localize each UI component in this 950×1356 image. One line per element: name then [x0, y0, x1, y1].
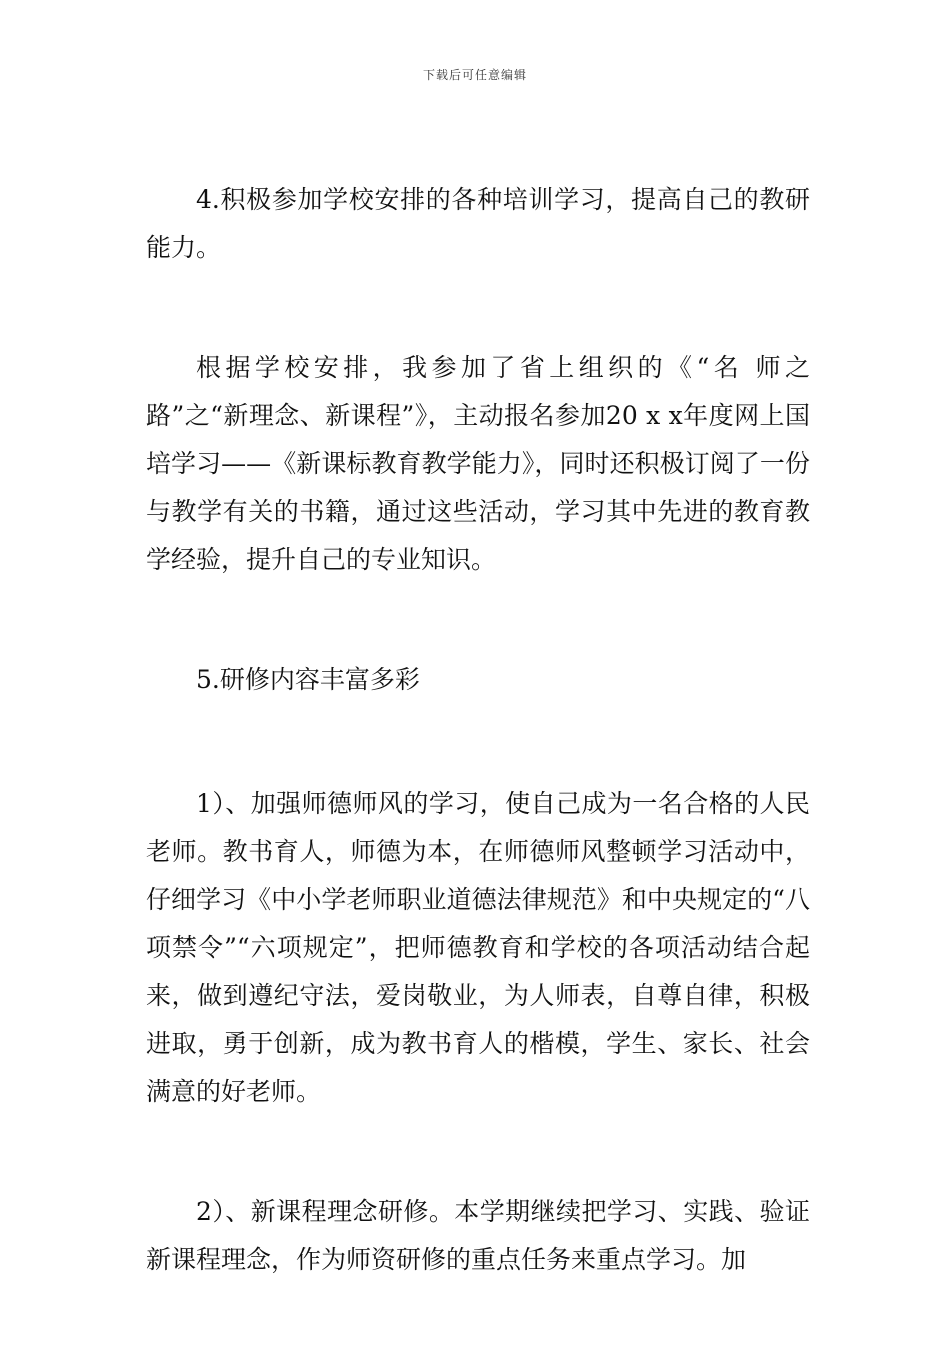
paragraph-new-curriculum: 2）、新课程理念研修。本学期继续把学习、实践、验证新课程理念，作为师资研修的重点任务来重点学习。加	[146, 1197, 810, 1274]
paragraph-ethics: 1）、加强师德师风的学习，使自己成为一名合格的人民老师。教书育人，师德为本，在师德师风整顿学习活动中，仔细学习《中小学老师职业道德法律规范》和中央规定的“八项禁令”“六项规定”，把师德教育和学校的各项活动结合起来，做到遵纪守法，爱岗敬业，为人师表，自尊自律，积极进取，勇于创新，成为教书育人的楷模，学生、家长、社会满意的好老师。	[146, 789, 810, 1106]
document-body	[146, 176, 810, 1356]
page-header: 下载后可任意编辑	[422, 68, 527, 82]
paragraph-item-4: 4.积极参加学校安排的各种培训学习，提高自己的教研能力。	[146, 185, 810, 262]
paragraph-item-5-heading: 5.研修内容丰富多彩	[196, 665, 420, 694]
paragraph-training: 根据学校安排，我参加了省上组织的《“名 师之路”之“新理念、新课程”》，主动报名参加20 x x年度网上国培学习——《新课标教育教学能力》，同时还积极订阅了一份与教学有关的书籍，通过这些活动，学习其中先进的教育教学经验，提升自己的专业知识。	[146, 353, 810, 574]
